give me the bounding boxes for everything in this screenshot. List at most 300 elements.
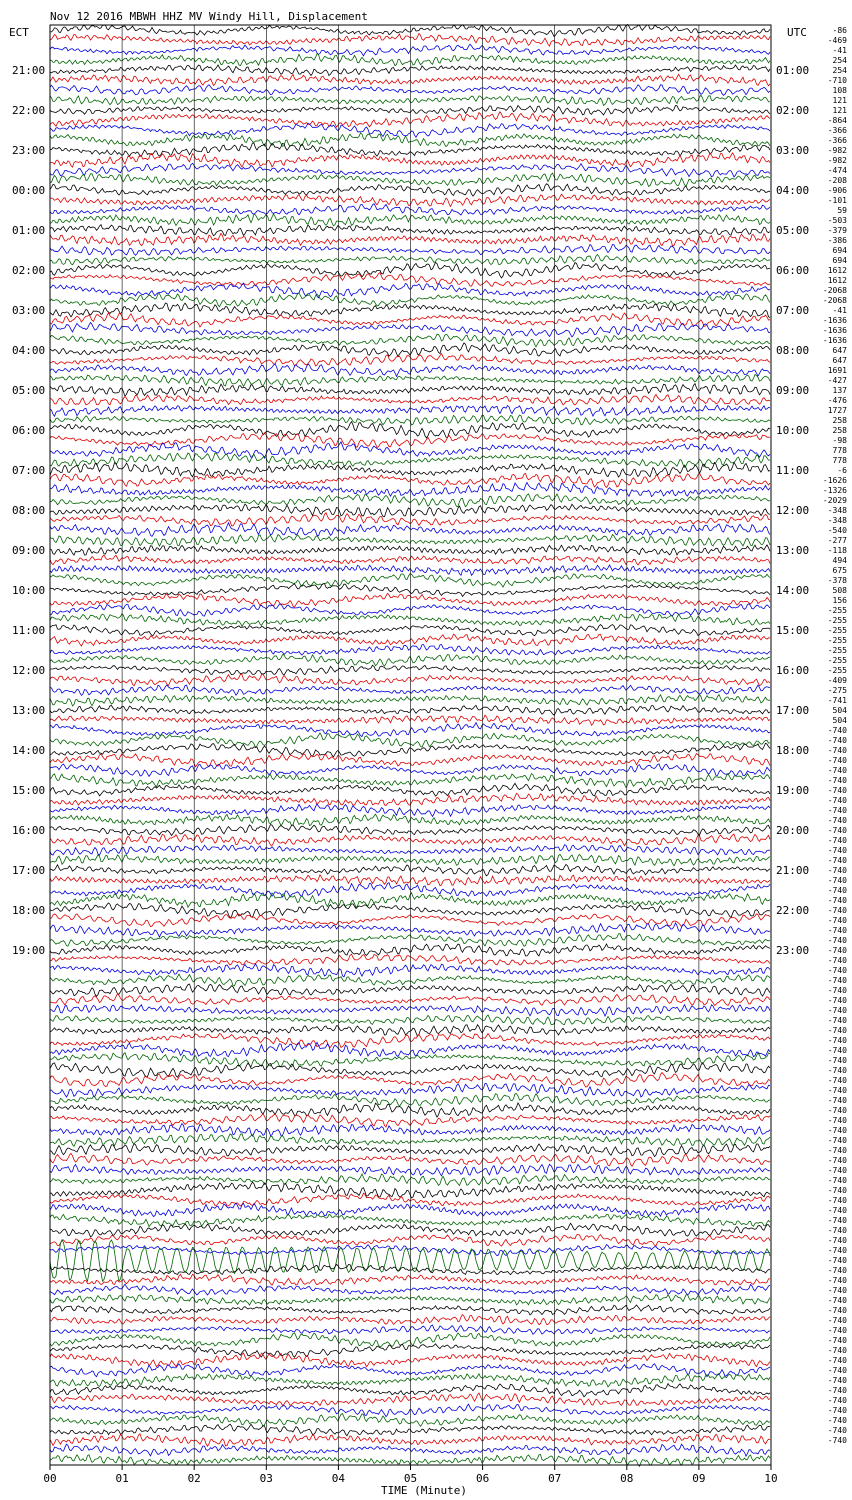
trace-line — [50, 1094, 770, 1107]
trace-offset-label: 254 — [832, 56, 847, 65]
trace-offset-label: 1727 — [827, 406, 847, 415]
trace-line — [50, 1374, 770, 1387]
trace-offset-label: 1612 — [827, 276, 847, 285]
trace-line — [50, 1353, 770, 1367]
trace-line — [50, 1295, 770, 1306]
trace-offset-label: -740 — [827, 876, 847, 885]
trace-line — [50, 865, 770, 876]
trace-line — [50, 614, 770, 627]
trace-line — [50, 783, 770, 796]
trace-line — [50, 954, 770, 965]
trace-offset-label: -740 — [827, 1386, 847, 1395]
trace-offset-label: -740 — [827, 1266, 847, 1275]
trace-line — [50, 723, 770, 737]
trace-line — [50, 1073, 770, 1087]
trace-line — [50, 634, 770, 646]
left-hour-label: 05:00 — [12, 384, 46, 397]
trace-offset-label: -2029 — [822, 496, 847, 505]
trace-line — [50, 804, 770, 817]
trace-line — [50, 34, 770, 47]
trace-line — [50, 1174, 770, 1186]
trace-offset-label: -740 — [827, 1056, 847, 1065]
trace-offset-label: -740 — [827, 1256, 847, 1265]
trace-line — [50, 24, 770, 36]
trace-offset-label: -740 — [827, 936, 847, 945]
trace-line — [50, 313, 770, 327]
right-hour-label: 10:00 — [776, 424, 810, 437]
right-timezone-label: UTC — [787, 26, 807, 39]
trace-line — [50, 173, 770, 186]
trace-line — [50, 1404, 770, 1417]
trace-line — [50, 754, 770, 767]
left-hour-label: 08:00 — [12, 504, 46, 517]
trace-line — [50, 584, 770, 597]
trace-line — [50, 1305, 770, 1315]
trace-offset-label: -1626 — [822, 476, 847, 485]
trace-offset-label: -740 — [827, 796, 847, 805]
trace-line — [50, 303, 770, 318]
trace-offset-label: -740 — [827, 1166, 847, 1175]
x-tick-label: 00 — [43, 1472, 57, 1485]
trace-line — [50, 1274, 770, 1285]
trace-offset-label: -255 — [827, 656, 847, 665]
seismic-traces — [50, 24, 770, 1466]
trace-line — [50, 334, 770, 347]
trace-line — [50, 405, 770, 416]
trace-offset-label: -740 — [827, 1206, 847, 1215]
chart-title: Nov 12 2016 MBWH HHZ MV Windy Hill, Displacement — [50, 10, 368, 23]
trace-offset-label: -255 — [827, 646, 847, 655]
trace-offset-label: -740 — [827, 736, 847, 745]
trace-line — [50, 255, 770, 265]
trace-offset-label: 108 — [832, 86, 847, 95]
trace-line — [50, 422, 770, 438]
right-hour-label: 08:00 — [776, 344, 810, 357]
trace-line — [50, 1103, 770, 1117]
trace-offset-label: -740 — [827, 836, 847, 845]
left-hour-label: 00:00 — [12, 184, 46, 197]
left-hour-label: 23:00 — [12, 144, 46, 157]
left-hour-label: 06:00 — [12, 424, 46, 437]
x-tick-label: 08 — [620, 1472, 634, 1485]
trace-offset-label: -386 — [827, 236, 847, 245]
trace-offset-label: -740 — [827, 996, 847, 1005]
right-hour-label: 03:00 — [776, 144, 810, 157]
trace-offset-label: -740 — [827, 906, 847, 915]
trace-line — [50, 163, 770, 177]
trace-offset-label: -2068 — [822, 296, 847, 305]
trace-offset-label: -366 — [827, 126, 847, 135]
left-hour-label: 10:00 — [12, 584, 46, 597]
x-tick-label: 07 — [548, 1472, 562, 1485]
trace-offset-label: -41 — [832, 46, 847, 55]
right-hour-label: 16:00 — [776, 664, 810, 677]
trace-offset-label: -503 — [827, 216, 847, 225]
trace-offset-label: -476 — [827, 396, 847, 405]
trace-line — [50, 233, 770, 245]
trace-offset-label: -366 — [827, 136, 847, 145]
trace-offset-label: -740 — [827, 916, 847, 925]
trace-offset-label: -348 — [827, 506, 847, 515]
right-hour-label: 14:00 — [776, 584, 810, 597]
left-timezone-label: ECT — [9, 26, 29, 39]
trace-offset-label: -255 — [827, 606, 847, 615]
trace-offset-label: 694 — [832, 256, 847, 265]
left-hour-label: 19:00 — [12, 944, 46, 957]
trace-line — [50, 74, 770, 85]
right-hour-label: 12:00 — [776, 504, 810, 517]
trace-offset-label: -740 — [827, 1406, 847, 1415]
trace-offset-label: -208 — [827, 176, 847, 185]
trace-line — [50, 854, 770, 865]
trace-offset-label: -740 — [827, 1126, 847, 1135]
left-hour-label: 17:00 — [12, 864, 46, 877]
left-hour-label: 04:00 — [12, 344, 46, 357]
trace-line — [50, 1424, 770, 1436]
left-hour-label: 18:00 — [12, 904, 46, 917]
trace-line — [50, 523, 770, 537]
right-hour-label: 06:00 — [776, 264, 810, 277]
trace-offset-label: -740 — [827, 776, 847, 785]
trace-line — [50, 1042, 770, 1056]
trace-offset-label: -277 — [827, 536, 847, 545]
trace-offset-label: 504 — [832, 716, 847, 725]
trace-line — [50, 1384, 770, 1397]
x-tick-label: 01 — [115, 1472, 129, 1485]
x-tick-label: 05 — [403, 1472, 418, 1485]
left-hour-label: 13:00 — [12, 704, 46, 717]
right-hour-label: 04:00 — [776, 184, 810, 197]
trace-line — [50, 834, 770, 846]
right-hour-label: 05:00 — [776, 224, 810, 237]
trace-offset-label: 675 — [832, 566, 847, 575]
trace-offset-label: 647 — [832, 356, 847, 365]
trace-line — [50, 112, 770, 127]
left-hour-labels — [12, 64, 45, 957]
x-tick-label: 09 — [692, 1472, 706, 1485]
trace-line — [50, 773, 770, 787]
left-hour-label: 01:00 — [12, 224, 46, 237]
trace-offset-label: -740 — [827, 1396, 847, 1405]
trace-offset-label: -740 — [827, 1226, 847, 1235]
trace-line — [50, 984, 770, 996]
x-tick-label: 06 — [475, 1472, 490, 1485]
trace-line — [50, 655, 770, 667]
trace-offset-label: -469 — [827, 36, 847, 45]
trace-line — [50, 764, 770, 777]
trace-offset-label: -740 — [827, 756, 847, 765]
trace-offset-label: -740 — [827, 986, 847, 995]
trace-offset-label: -740 — [827, 1066, 847, 1075]
trace-offset-label: -427 — [827, 376, 847, 385]
x-tick-label: 10 — [764, 1472, 778, 1485]
right-hour-label: 22:00 — [776, 904, 810, 917]
right-hour-label: 11:00 — [776, 464, 810, 477]
trace-line — [50, 625, 770, 636]
trace-offset-label: 494 — [832, 556, 847, 565]
trace-line — [50, 715, 770, 725]
trace-offset-label: -740 — [827, 866, 847, 875]
x-tick-label: 04 — [331, 1472, 346, 1485]
trace-line — [50, 375, 770, 387]
trace-offset-label: -740 — [827, 1316, 847, 1325]
trace-offset-label: -740 — [827, 1196, 847, 1205]
trace-line — [50, 964, 770, 977]
trace-offset-label: -740 — [827, 1006, 847, 1015]
trace-offset-label: -409 — [827, 676, 847, 685]
trace-line — [50, 555, 770, 565]
trace-offset-label: -41 — [832, 306, 847, 315]
trace-offset-label: -740 — [827, 1116, 847, 1125]
left-hour-label: 15:00 — [12, 784, 46, 797]
trace-line — [50, 225, 770, 236]
trace-offset-label: -740 — [827, 806, 847, 815]
trace-offset-label: 647 — [832, 346, 847, 355]
trace-offset-label: -740 — [827, 816, 847, 825]
left-hour-label: 09:00 — [12, 544, 46, 557]
trace-offset-label: -740 — [827, 1436, 847, 1445]
trace-line — [50, 283, 770, 298]
trace-line — [50, 814, 770, 826]
trace-offset-label: -740 — [827, 1106, 847, 1115]
x-axis-label: TIME (Minute) — [380, 1484, 468, 1497]
trace-line — [50, 433, 770, 448]
trace-line — [50, 645, 770, 656]
trace-offset-label: 137 — [832, 386, 847, 395]
trace-line — [50, 1114, 770, 1127]
trace-offset-label: -740 — [827, 1286, 847, 1295]
trace-offset-label: -740 — [827, 1076, 847, 1085]
trace-offset-label: 121 — [832, 96, 847, 105]
trace-offset-label: -740 — [827, 1096, 847, 1105]
trace-line — [50, 364, 770, 376]
right-hour-label: 21:00 — [776, 864, 810, 877]
trace-offset-label: -255 — [827, 636, 847, 645]
trace-line — [50, 473, 770, 487]
trace-line — [50, 743, 770, 757]
trace-line — [50, 384, 770, 397]
trace-offset-label: -740 — [827, 1086, 847, 1095]
trace-offset-label: -1636 — [822, 326, 847, 335]
trace-line — [50, 733, 770, 747]
trace-offset-label: -740 — [827, 1176, 847, 1185]
trace-line — [50, 273, 770, 287]
right-hour-label: 13:00 — [776, 544, 810, 557]
trace-line — [50, 395, 770, 405]
trace-offset-label: 254 — [832, 66, 847, 75]
trace-line — [50, 825, 770, 836]
trace-offset-label: 1691 — [827, 366, 847, 375]
trace-line — [50, 793, 770, 805]
right-hour-label: 20:00 — [776, 824, 810, 837]
trace-line — [50, 293, 770, 307]
trace-offset-label: -740 — [827, 1186, 847, 1195]
left-hour-label: 11:00 — [12, 624, 46, 637]
left-hour-label: 14:00 — [12, 744, 46, 757]
trace-line — [50, 184, 770, 196]
left-hour-label: 16:00 — [12, 824, 46, 837]
x-axis-ticks — [43, 1465, 777, 1485]
right-hour-label: 18:00 — [776, 744, 810, 757]
trace-offset-label: -740 — [827, 1306, 847, 1315]
trace-line — [50, 54, 770, 66]
trace-line — [50, 1444, 770, 1456]
trace-line — [50, 1414, 770, 1427]
trace-offset-label: -740 — [827, 896, 847, 905]
trace-line — [50, 262, 770, 278]
trace-offset-label: -710 — [827, 76, 847, 85]
trace-line — [50, 494, 770, 507]
trace-offset-label: -255 — [827, 616, 847, 625]
left-hour-label: 21:00 — [12, 64, 46, 77]
trace-line — [50, 415, 770, 425]
trace-line — [50, 1235, 770, 1247]
trace-offset-label: -275 — [827, 686, 847, 695]
trace-offset-labels — [823, 26, 847, 1445]
trace-offset-label: -740 — [827, 846, 847, 855]
trace-line — [50, 845, 770, 855]
trace-offset-label: -379 — [827, 226, 847, 235]
trace-offset-label: -118 — [827, 546, 847, 555]
trace-offset-label: -740 — [827, 1236, 847, 1245]
trace-line — [50, 875, 770, 886]
trace-offset-label: -740 — [827, 1376, 847, 1385]
trace-offset-label: -740 — [827, 1366, 847, 1375]
trace-offset-label: -740 — [827, 1026, 847, 1035]
trace-line — [50, 1315, 770, 1325]
trace-line — [50, 1223, 770, 1237]
trace-offset-label: -740 — [827, 1216, 847, 1225]
trace-line — [50, 574, 770, 587]
trace-line — [50, 1240, 770, 1282]
left-hour-label: 12:00 — [12, 664, 46, 677]
trace-offset-label: -6 — [837, 466, 847, 475]
trace-line — [50, 1134, 770, 1147]
trace-line — [50, 504, 770, 517]
trace-line — [50, 462, 770, 477]
right-hour-label: 07:00 — [776, 304, 810, 317]
left-hour-label: 03:00 — [12, 304, 46, 317]
trace-offset-label: 694 — [832, 246, 847, 255]
trace-offset-label: -740 — [827, 766, 847, 775]
trace-offset-label: -740 — [827, 1326, 847, 1335]
trace-line — [50, 1325, 770, 1334]
trace-line — [50, 65, 770, 76]
trace-line — [50, 535, 770, 547]
trace-offset-label: -740 — [827, 856, 847, 865]
trace-offset-label: -864 — [827, 116, 847, 125]
trace-offset-label: -906 — [827, 186, 847, 195]
trace-offset-label: -1636 — [822, 336, 847, 345]
trace-offset-label: -378 — [827, 576, 847, 585]
trace-offset-label: 121 — [832, 106, 847, 115]
trace-offset-label: -740 — [827, 1426, 847, 1435]
trace-offset-label: 1612 — [827, 266, 847, 275]
trace-offset-label: 258 — [832, 416, 847, 425]
trace-line — [50, 994, 770, 1006]
trace-line — [50, 1284, 770, 1295]
trace-offset-label: -740 — [827, 1416, 847, 1425]
trace-line — [50, 1333, 770, 1347]
trace-line — [50, 1025, 770, 1037]
right-hour-label: 17:00 — [776, 704, 810, 717]
trace-offset-label: -982 — [827, 156, 847, 165]
trace-offset-label: -740 — [827, 1146, 847, 1155]
trace-offset-label: -740 — [827, 826, 847, 835]
trace-line — [50, 665, 770, 675]
trace-offset-label: -740 — [827, 1336, 847, 1345]
trace-offset-label: -740 — [827, 946, 847, 955]
trace-offset-label: -2068 — [822, 286, 847, 295]
trace-line — [50, 343, 770, 357]
trace-offset-label: -740 — [827, 1346, 847, 1355]
right-hour-label: 01:00 — [776, 64, 810, 77]
x-tick-label: 02 — [187, 1472, 201, 1485]
trace-offset-label: -740 — [827, 786, 847, 795]
trace-line — [50, 893, 770, 908]
trace-line — [50, 1005, 770, 1016]
trace-offset-label: -740 — [827, 976, 847, 985]
trace-offset-label: -740 — [827, 1246, 847, 1255]
trace-offset-label: -474 — [827, 166, 847, 175]
trace-offset-label: 504 — [832, 706, 847, 715]
trace-line — [50, 133, 770, 147]
trace-line — [50, 903, 770, 918]
trace-offset-label: -740 — [827, 926, 847, 935]
trace-offset-label: -86 — [832, 26, 847, 35]
right-hour-labels — [776, 64, 809, 957]
trace-offset-label: -740 — [827, 956, 847, 965]
trace-line — [50, 604, 770, 616]
trace-line — [50, 123, 770, 137]
right-hour-label: 23:00 — [776, 944, 810, 957]
trace-offset-label: -741 — [827, 696, 847, 705]
trace-line — [50, 214, 770, 226]
trace-line — [50, 944, 770, 956]
trace-offset-label: -255 — [827, 666, 847, 675]
trace-line — [50, 1203, 770, 1216]
trace-offset-label: -1326 — [822, 486, 847, 495]
trace-line — [50, 593, 770, 607]
trace-line — [50, 685, 770, 695]
trace-line — [50, 934, 770, 947]
trace-line — [50, 453, 770, 467]
trace-offset-label: -540 — [827, 526, 847, 535]
trace-offset-label: -1636 — [822, 316, 847, 325]
x-tick-label: 03 — [259, 1472, 273, 1485]
left-hour-label: 22:00 — [12, 104, 46, 117]
trace-line — [50, 143, 770, 156]
trace-line — [50, 513, 770, 526]
trace-offset-label: -982 — [827, 146, 847, 155]
trace-offset-label: -740 — [827, 1036, 847, 1045]
trace-line — [50, 1214, 770, 1226]
trace-offset-label: -255 — [827, 626, 847, 635]
trace-line — [50, 95, 770, 105]
trace-offset-label: -740 — [827, 1046, 847, 1055]
right-hour-label: 09:00 — [776, 384, 810, 397]
right-hour-label: 19:00 — [776, 784, 810, 797]
trace-line — [50, 44, 770, 56]
trace-line — [50, 85, 770, 96]
trace-offset-label: 258 — [832, 426, 847, 435]
trace-offset-label: -101 — [827, 196, 847, 205]
trace-offset-label: -98 — [832, 436, 847, 445]
trace-offset-label: -740 — [827, 726, 847, 735]
right-hour-label: 02:00 — [776, 104, 810, 117]
trace-offset-label: 508 — [832, 586, 847, 595]
trace-offset-label: 778 — [832, 456, 847, 465]
